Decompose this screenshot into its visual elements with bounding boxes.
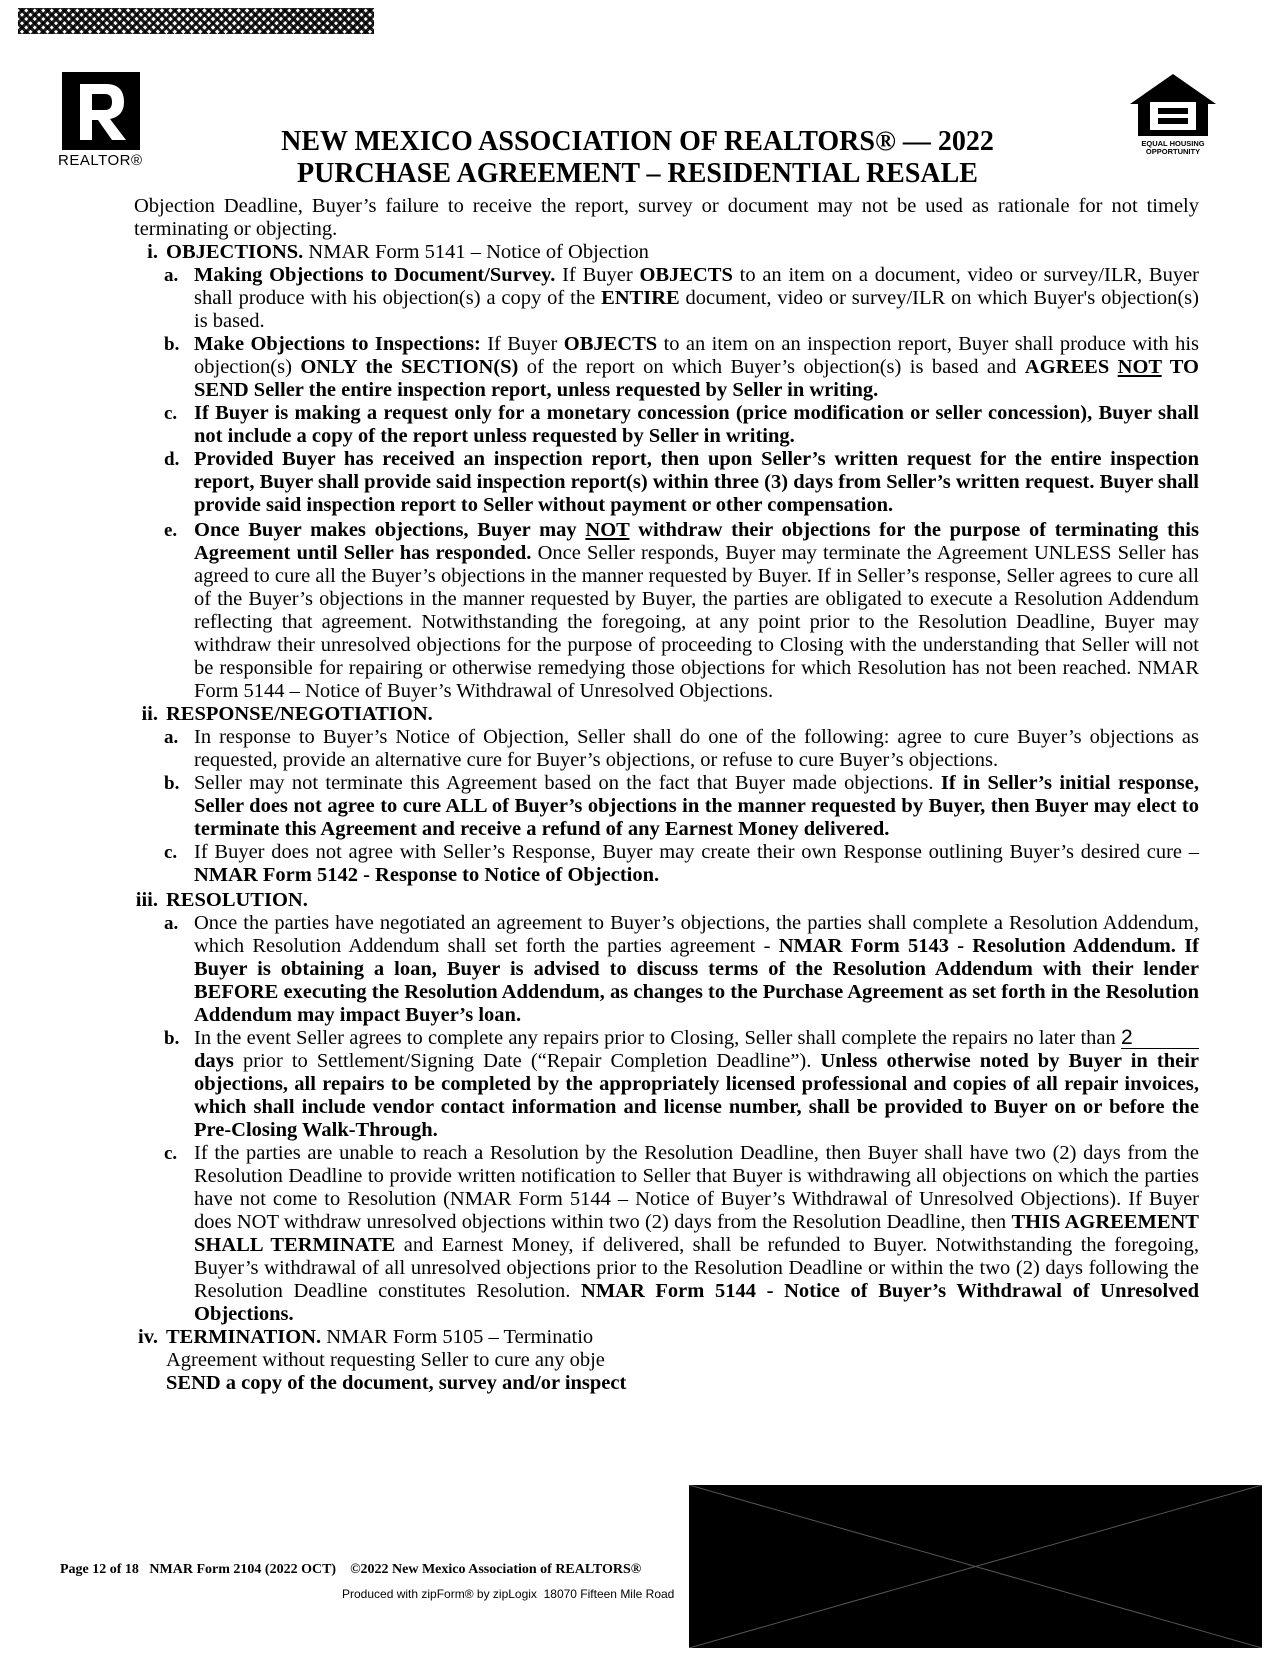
document-body (0, 195, 1275, 1395)
clause-letter: c. (164, 842, 178, 863)
producer-footer: Produced with zipForm® by zipLogix 18070 Fifteen Mile Road (342, 1587, 675, 1601)
clause-letter: a. (164, 265, 179, 286)
section-number: iv. (138, 1326, 158, 1348)
clause-seller-response-options: a. In response to Buyer’s Notice of Objection, Seller shall do one of the following: agree to cure Buyer’s objections as requested, provide an alternative cure for Buyer’s objections, or refuse to cure Buyer’s objections. (164, 726, 1199, 771)
eho-caption: EQUAL HOUSING OPPORTUNITY (1141, 139, 1205, 156)
intro-paragraph: Objection Deadline, Buyer’s failure to receive the report, survey or document may not be used as rationale for not timely terminating or objecting. (134, 195, 1199, 240)
section-number: iii. (135, 889, 158, 911)
clause-provide-inspection-report: d. Provided Buyer has received an inspection report, then upon Seller’s written request for the entire inspection report, Buyer shall provide said inspection report(s) within three (3) days from Seller’s written request. Buyer shall provide said inspection report to Seller without payment or other compensation. (164, 448, 1199, 516)
clause-letter: b. (164, 773, 180, 794)
clause-objections-inspections: b. Make Objections to Inspections: If Buyer OBJECTS to an item on an inspection report, Buyer shall produce with his objection(s) ONLY the SECTION(S) of the report on which Buyer’s objection(s) is based and AGREES NOT TO SEND Seller the entire inspection report, unless requested by Seller in writing. (164, 333, 1199, 401)
redacted-hatch-bar (18, 8, 374, 34)
form-title-line2: PURCHASE AGREEMENT – RESIDENTIAL RESALE (297, 158, 978, 189)
section-resolution-heading (134, 889, 1199, 912)
clause-letter: b. (164, 334, 180, 355)
clause-letter: d. (164, 449, 180, 470)
section-title: TERMINATION. (166, 1326, 322, 1348)
clause-unable-to-resolve: c. If the parties are unable to reach a Resolution by the Resolution Deadline, then Buyer shall have two (2) days from the Resolution Deadline to provide written notification to Seller that Buyer is withdrawing all objections on which the parties have not come to Resolution (NMAR Form 5144 – Notice of Buyer’s Withdrawal of Unresolved Objections). If Buyer does NOT withdraw unresolved objections within two (2) days from the Resolution Deadline, then THIS AGREEMENT SHALL TERMINATE and Earnest Money, if delivered, shall be refunded to Buyer. Notwithstanding the foregoing, Buyer’s withdrawal of all unresolved objections prior to the Resolution Deadline or within the two (2) days following the Resolution Deadline constitutes Resolution. NMAR Form 5144 - Notice of Buyer’s Withdrawal of Unresolved Objections. (164, 1142, 1199, 1325)
clause-letter: a. (164, 727, 179, 748)
clause-resolution-addendum: a. Once the parties have negotiated an agreement to Buyer’s objections, the parties shall complete a Resolution Addendum, which Resolution Addendum shall set forth the parties agreement - NMAR Form 5143 - Resolution Addendum. If Buyer is obtaining a loan, Buyer is advised to discuss terms of the Resolution Addendum with their lender BEFORE executing the Resolution Addendum, as changes to the Purchase Agreement as set forth in the Resolution Addendum may impact Buyer’s loan. (164, 912, 1199, 1026)
section-response-heading (134, 703, 1199, 726)
clause-letter: e. (164, 520, 178, 541)
redaction-box (689, 1485, 1262, 1648)
form-title-line1: NEW MEXICO ASSOCIATION OF REALTORS® — 2022 (281, 126, 994, 157)
section-title: RESPONSE/NEGOTIATION. (166, 703, 433, 725)
clause-withdraw-objections: e. Once Buyer makes objections, Buyer may NOT withdraw their objections for the purpose of terminating this Agreement until Seller has responded. Once Seller responds, Buyer may terminate the Agreement UNLESS Seller has agreed to cure all the Buyer’s objections in the manner requested by Buyer. If in Seller’s response, Seller agrees to cure all of the Buyer’s objections in the manner requested by Buyer, the parties are obligated to execute a Resolution Addendum reflecting that agreement. Notwithstanding the foregoing, at any point prior to the Resolution Deadline, Buyer may withdraw their unresolved objections for the purpose of proceeding to Closing with the understanding that Seller will not be responsible for repairing or otherwise remedying those objections for which Resolution has not been reached. NMAR Form 5144 – Notice of Buyer’s Withdrawal of Unresolved Objections. (164, 519, 1199, 702)
repair-days-field[interactable]: 2 (1121, 1028, 1199, 1049)
clause-seller-may-not-terminate: b. Seller may not terminate this Agreement based on the fact that Buyer made objections. If in Seller’s initial response, Seller does not agree to cure ALL of Buyer’s objections in the manner requested by Buyer, then Buyer may elect to terminate this Agreement and receive a refund of any Earnest Money delivered. (164, 772, 1199, 840)
page-footer: Page 12 of 18 NMAR Form 2104 (2022 OCT) ©2022 New Mexico Association of REALTORS® (60, 1562, 642, 1577)
clause-letter: c. (164, 1143, 178, 1164)
section-title: RESOLUTION. (166, 889, 308, 911)
realtor-wordmark: REALTOR® (58, 152, 143, 169)
section-number: i. (147, 241, 158, 263)
clause-letter: b. (164, 1028, 180, 1049)
clause-monetary-concession: c. If Buyer is making a request only for a monetary concession (price modification or seller concession), Buyer shall not include a copy of the report unless requested by Seller in writing. (164, 402, 1199, 447)
section-title: OBJECTIONS. (166, 241, 304, 263)
clause-repair-completion: b. In the event Seller agrees to complete any repairs prior to Closing, Seller shall complete the repairs no later than 2 days prior to Settlement/Signing Date (“Repair Completion Deadline”). Unless otherwise noted by Buyer in their objections, all repairs to be completed by the appropriately licensed professional and copies of all repair invoices, which shall include vendor contact information and license number, shall be provided to Buyer on or before the Pre-Closing Walk-Through. (164, 1026, 1199, 1141)
clause-making-objections-document: a. Making Objections to Document/Survey. If Buyer OBJECTS to an item on a document, video or survey/ILR, Buyer shall produce with his objection(s) a copy of the ENTIRE document, video or survey/ILR on which Buyer's objection(s) is based. (164, 264, 1199, 332)
clause-letter: a. (164, 913, 179, 934)
clause-buyer-response: c. If Buyer does not agree with Seller’s Response, Buyer may create their own Response outlining Buyer’s desired cure – NMAR Form 5142 - Response to Notice of Objection. (164, 841, 1199, 886)
clause-letter: c. (164, 403, 178, 424)
section-termination-heading: iv. TERMINATION. NMAR Form 5105 – Terminatio Agreement without requesting Seller to cure any obje SEND a copy of the document, survey and/or inspect (134, 1326, 1199, 1395)
section-number: ii. (141, 703, 158, 725)
section-objections-heading: i. OBJECTIONS. NMAR Form 5141 – Notice of Objection (134, 241, 1199, 264)
